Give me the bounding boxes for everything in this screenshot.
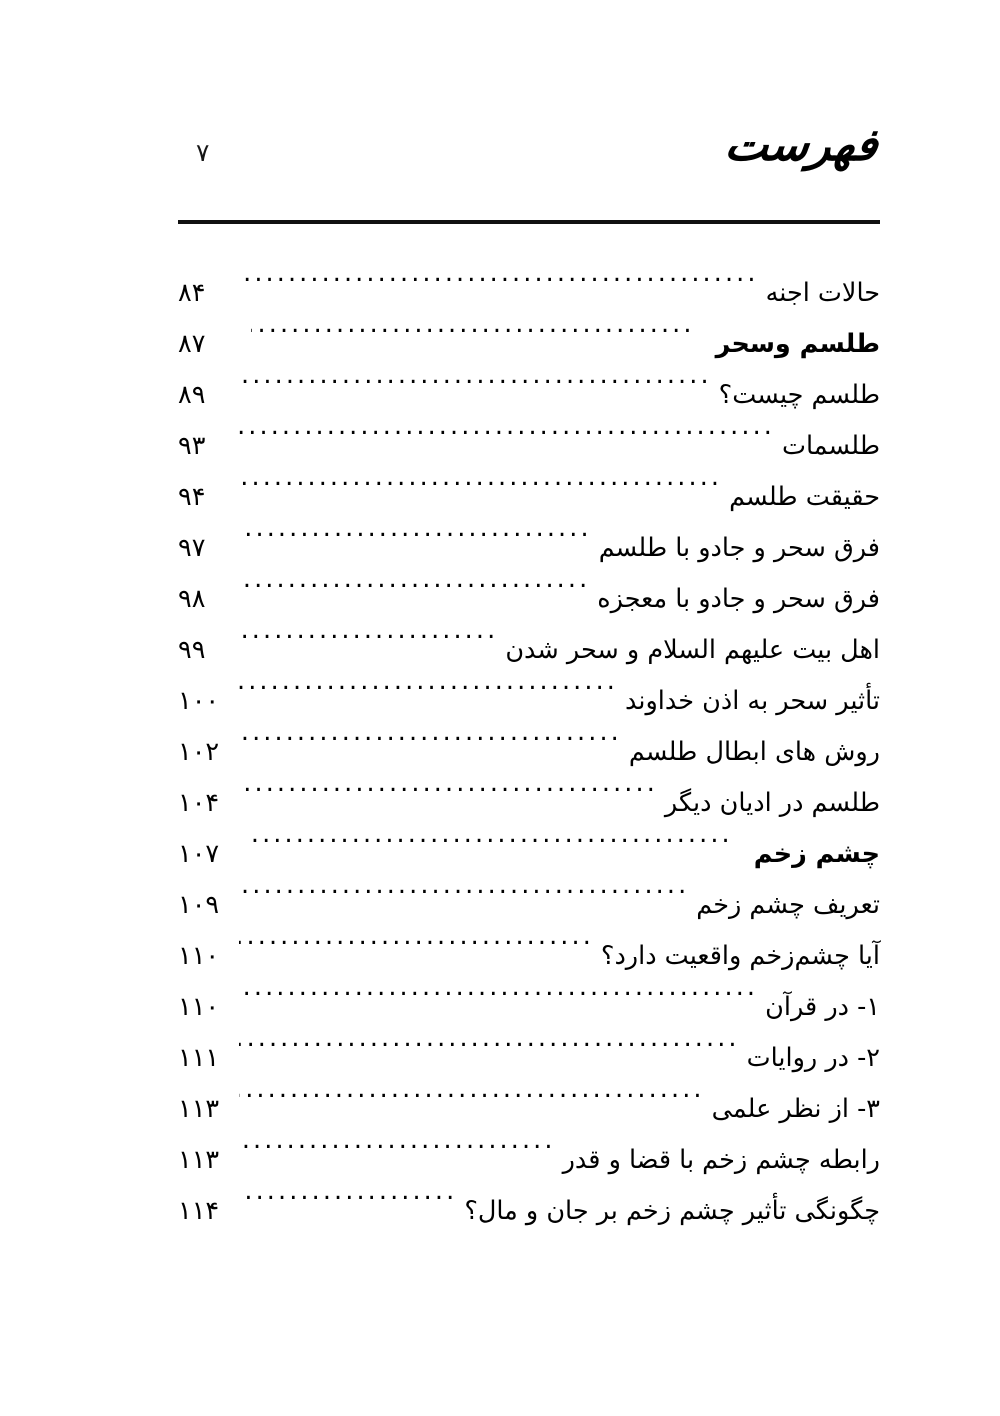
folio-number: ۷ — [196, 138, 210, 167]
toc-entry[interactable] — [178, 574, 880, 625]
toc-leader-dots — [239, 531, 592, 557]
toc-entry-title: چشم زخم — [753, 839, 880, 869]
toc-entry[interactable] — [178, 472, 880, 523]
toc-leader-dots — [239, 1092, 705, 1118]
toc-entry[interactable] — [178, 829, 880, 880]
toc-leader-dots — [239, 1194, 457, 1220]
toc-entry[interactable] — [178, 1033, 880, 1084]
toc-leader-dots — [239, 480, 722, 506]
toc-leader-dots — [239, 378, 712, 404]
toc-leader-dots — [239, 684, 618, 710]
toc-entry-page-number: ۱۰۴ — [178, 788, 220, 818]
toc-entry-page-number: ۹۸ — [178, 584, 206, 614]
toc-entry[interactable] — [178, 1084, 880, 1135]
toc-entry-title: طلسم چیست؟ — [718, 380, 880, 410]
toc-entry-page-number: ۱۱۴ — [178, 1196, 220, 1226]
toc-entry[interactable] — [178, 880, 880, 931]
toc-leader-dots — [239, 1143, 556, 1169]
toc-leader-dots — [239, 888, 689, 914]
toc-entry-page-number: ۸۷ — [178, 329, 206, 359]
toc-entry-page-number: ۸۹ — [178, 380, 206, 410]
header-divider — [178, 220, 880, 224]
toc-entry[interactable] — [178, 1135, 880, 1186]
toc-entry-page-number: ۱۱۳ — [178, 1145, 220, 1175]
toc-entry-page-number: ۹۳ — [178, 431, 206, 461]
toc-entry-title: ۳- از نظر علمی — [711, 1094, 880, 1124]
toc-entry-page-number: ۹۴ — [178, 482, 206, 512]
toc-entry-title: روش های ابطال طلسم — [628, 737, 880, 767]
toc-entry-title: فرق سحر و جادو با معجزه — [597, 584, 880, 614]
toc-entry-page-number: ۱۰۲ — [178, 737, 220, 767]
toc-entry-title: طلسم در ادیان دیگر — [664, 788, 880, 818]
toc-entry[interactable] — [178, 778, 880, 829]
toc-entry-title: آیا چشم‌زخم واقعیت دارد؟ — [600, 941, 880, 971]
toc-entry[interactable] — [178, 727, 880, 778]
toc-leader-dots — [239, 735, 622, 761]
toc-leader-dots — [251, 837, 733, 863]
toc-leader-dots — [239, 990, 758, 1016]
toc-entry-title: طلسم وسحر — [715, 329, 880, 359]
toc-entry[interactable] — [178, 268, 880, 319]
toc-entry[interactable] — [178, 370, 880, 421]
toc-entry-page-number: ۱۱۰ — [178, 941, 220, 971]
toc-entry[interactable] — [178, 421, 880, 472]
toc-entry-title: حقیقت طلسم — [729, 482, 880, 512]
toc-entry-title: ۱- در قرآن — [765, 992, 880, 1022]
toc-leader-dots — [239, 786, 658, 812]
toc-leader-dots — [251, 327, 695, 353]
toc-entry-title: رابطه چشم زخم با قضا و قدر — [562, 1145, 880, 1175]
toc-entry-page-number: ۸۴ — [178, 278, 206, 308]
toc-entry-page-number: ۱۱۱ — [178, 1043, 220, 1073]
toc-entry-title: چگونگی تأثیر چشم زخم بر جان و مال؟ — [464, 1196, 880, 1226]
toc-entry[interactable] — [178, 982, 880, 1033]
toc-entry[interactable] — [178, 931, 880, 982]
toc-entry[interactable] — [178, 1186, 880, 1237]
page-header — [178, 118, 880, 190]
toc-entry-page-number: ۱۰۰ — [178, 686, 220, 716]
toc-entry-page-number: ۱۰۷ — [178, 839, 220, 869]
toc-entry[interactable] — [178, 523, 880, 574]
toc-entry[interactable] — [178, 676, 880, 727]
toc-entry-title: ۲- در روایات — [746, 1043, 880, 1073]
toc-entry-title: حالات اجنه — [765, 278, 880, 308]
toc-leader-dots — [239, 276, 759, 302]
toc-entry-title: اهل بیت علیهم السلام و سحر شدن — [505, 635, 880, 665]
toc-entry-page-number: ۹۹ — [178, 635, 206, 665]
table-of-contents — [178, 268, 880, 1237]
toc-leader-dots — [239, 633, 498, 659]
toc-entry[interactable] — [178, 625, 880, 676]
toc-leader-dots — [239, 1041, 740, 1067]
toc-entry-title: طلسمات — [781, 431, 880, 461]
toc-entry-title: تعریف چشم زخم — [696, 890, 880, 920]
toc-entry-title: فرق سحر و جادو با طلسم — [598, 533, 880, 563]
toc-entry-page-number: ۱۰۹ — [178, 890, 220, 920]
toc-entry[interactable] — [178, 319, 880, 370]
toc-entry-page-number: ۱۱۰ — [178, 992, 220, 1022]
toc-leader-dots — [239, 582, 590, 608]
toc-leader-dots — [239, 939, 594, 965]
toc-entry-title: تأثیر سحر به اذن خداوند — [624, 686, 880, 716]
toc-entry-page-number: ۹۷ — [178, 533, 206, 563]
toc-leader-dots — [239, 429, 775, 455]
toc-entry-page-number: ۱۱۳ — [178, 1094, 220, 1124]
page-title: فهرست — [722, 118, 880, 171]
